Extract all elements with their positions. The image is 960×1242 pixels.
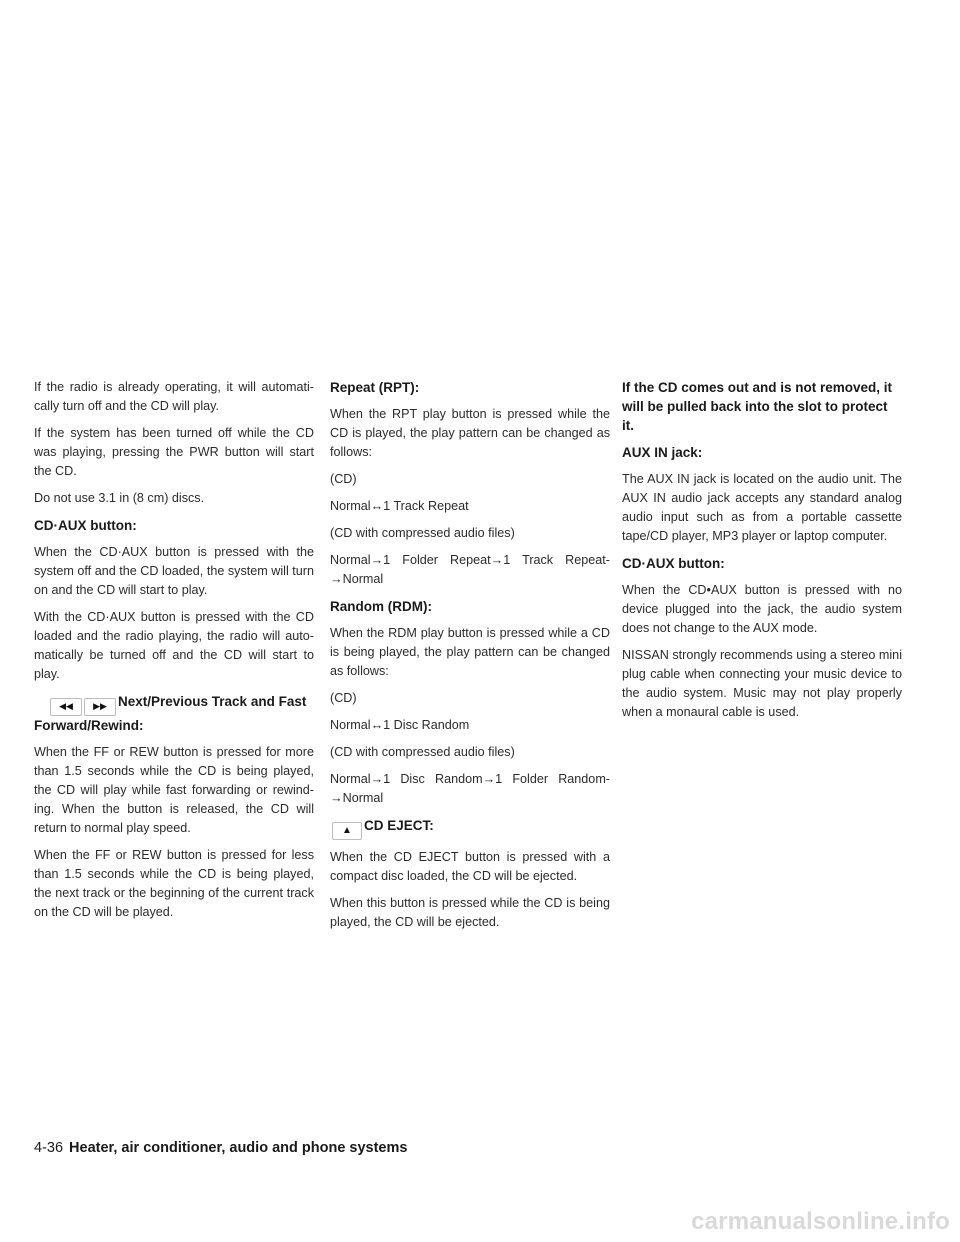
heading-repeat: Repeat (RPT): [330, 380, 420, 395]
play-sequence: Normal↔1 Disc Random [330, 718, 470, 732]
paragraph: When this button is pressed while the CD is being played, the CD will be ejected. [330, 896, 610, 929]
heading-cd-aux-button: CD·AUX button: [34, 518, 137, 533]
column-middle [330, 378, 610, 940]
watermark: carmanualsonline.info [691, 1208, 950, 1235]
page-number: 4-36 [34, 1140, 64, 1156]
paragraph: When the CD·AUX button is pressed with the system off and the CD loaded, the system will turn on and the CD will start to play. [34, 545, 314, 597]
heading-cd-eject [330, 816, 610, 840]
heading-cd-aux-button: CD·AUX button: [622, 556, 725, 571]
paragraph: When the CD EJECT button is pressed with a compact disc loaded, the CD will be ejected. [330, 850, 610, 883]
bold-note: If the CD comes out and is not removed, it will be pulled back into the slot to protect it. [622, 380, 893, 433]
heading-eject-label: CD EJECT: [364, 818, 434, 833]
paragraph: The AUX IN jack is located on the audio unit. The AUX IN audio jack accepts any standard analog audio input such as from a portable cassette tape/CD player, MP3 player or laptop computer. [622, 472, 902, 543]
heading-aux-in-jack: AUX IN jack: [622, 445, 703, 460]
label-compressed: (CD with compressed audio files) [330, 526, 515, 540]
page-footer [34, 1140, 407, 1156]
label-cd: (CD) [330, 691, 357, 705]
play-sequence: Normal→1 Folder Repeat→1 Track Repeat-→Normal [330, 553, 610, 586]
paragraph: Do not use 3.1 in (8 cm) discs. [34, 491, 205, 505]
heading-track-controls [34, 692, 314, 735]
column-left [34, 378, 314, 930]
paragraph: When the FF or REW button is pressed for more than 1.5 seconds while the CD is being played, the CD will play while fast forwarding or rewind-ing. When the button is released, the CD will return to normal play speed. [34, 745, 314, 835]
paragraph: When the FF or REW button is pressed for less than 1.5 seconds while the CD is being played, the next track or the beginning of the current track on the CD will be played. [34, 848, 314, 919]
play-sequence: Normal→1 Disc Random→1 Folder Random-→Normal [330, 772, 610, 805]
eject-icon: ▲ [332, 822, 362, 840]
paragraph: With the CD·AUX button is pressed with the CD loaded and the radio playing, the radio will auto-matically be turned off and the CD will start to play. [34, 610, 314, 681]
paragraph: When the RDM play button is pressed while a CD is being played, the play pattern can be changed as follows: [330, 626, 610, 678]
heading-track-label: Next/Previous Track and Fast Forward/Rewind: [34, 694, 307, 733]
heading-random: Random (RDM): [330, 599, 432, 614]
play-sequence: Normal↔1 Track Repeat [330, 499, 469, 513]
paragraph: When the RPT play button is pressed while the CD is played, the play pattern can be changed as follows: [330, 407, 610, 459]
label-cd: (CD) [330, 472, 357, 486]
column-right [622, 378, 902, 730]
paragraph: If the radio is already operating, it will automati-cally turn off and the CD will play. [34, 380, 314, 413]
paragraph: When the CD•AUX button is pressed with no device plugged into the jack, the audio system does not change to the AUX mode. [622, 583, 902, 635]
section-title: Heater, air conditioner, audio and phone systems [69, 1140, 408, 1156]
next-track-icon: ▶▶ [84, 698, 116, 716]
prev-track-icon: ◀◀ [50, 698, 82, 716]
paragraph: NISSAN strongly recommends using a stereo mini plug cable when connecting your music device to the audio system. Music may not play properly when a monaural cable is used. [622, 648, 902, 719]
paragraph: If the system has been turned off while the CD was playing, pressing the PWR button will start the CD. [34, 426, 314, 478]
label-compressed: (CD with compressed audio files) [330, 745, 515, 759]
